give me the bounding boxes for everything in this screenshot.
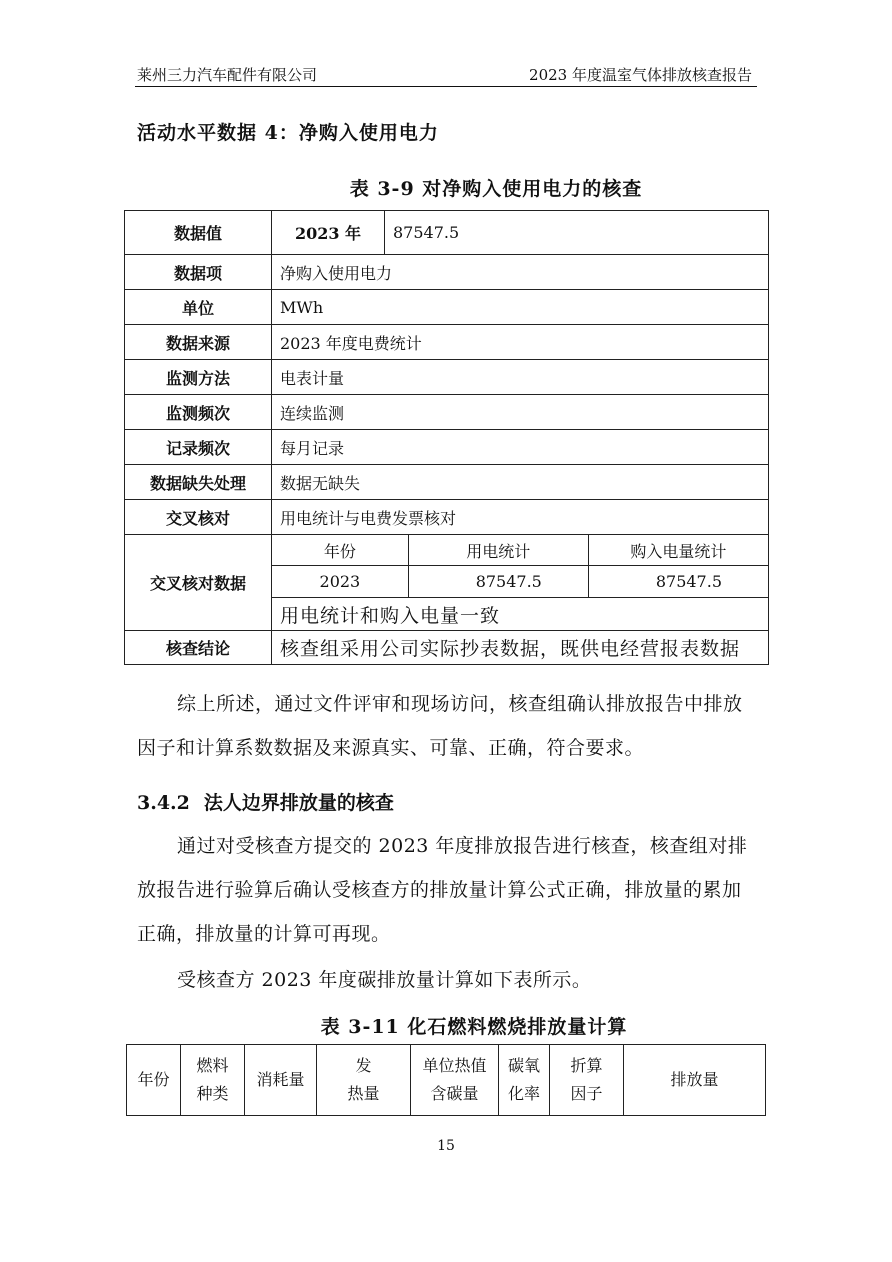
- paragraph-verification: 通过对受核查方提交的 2023 年度排放报告进行核查，核查组对排放报告进行验算后确认受核查方的排放量计算公式正确，排放量的累加正确，排放量的计算可再现。: [137, 835, 748, 945]
- header-cell: 发 热量: [317, 1045, 411, 1116]
- header-rule: [135, 86, 757, 87]
- row-value: 2023 年度电费统计: [272, 325, 769, 360]
- table-3-9-caption: 表 3-9 对净购入使用电力的核查: [349, 178, 643, 200]
- row-label: 单位: [125, 290, 272, 325]
- cross-check-label: 交叉核对数据: [125, 535, 272, 631]
- table-3-11-caption: 表 3-11 化石燃料燃烧排放量计算: [320, 1016, 628, 1038]
- header-cell: 单位热值 含碳量: [411, 1045, 499, 1116]
- subsection-number: 3.4.2: [137, 792, 190, 814]
- conclusion-label: 核查结论: [125, 631, 272, 665]
- cross-check-header-purchase: 购入电量统计: [588, 535, 768, 566]
- row-value: 净购入使用电力: [272, 255, 769, 290]
- cross-check-usage: 87547.5: [408, 566, 588, 598]
- table-header-row: [127, 1045, 766, 1116]
- table-row: [125, 211, 769, 255]
- row-label: 记录频次: [125, 430, 272, 465]
- table-row: [125, 290, 769, 325]
- header-cell: 消耗量: [245, 1045, 317, 1116]
- table-row: [125, 255, 769, 290]
- row-value: 数据无缺失: [272, 465, 769, 500]
- cross-check-purchase: 87547.5: [588, 566, 768, 598]
- cross-check-header-year: 年份: [272, 535, 409, 566]
- table-row: [125, 535, 769, 566]
- paragraph-table-intro: 受核查方 2023 年度碳排放量计算如下表所示。: [177, 969, 592, 991]
- paragraph-summary: 综上所述，通过文件评审和现场访问，核查组确认排放报告中排放因子和计算系数数据及来源真实、可靠、正确，符合要求。: [137, 693, 743, 759]
- cross-check-header-usage: 用电统计: [408, 535, 588, 566]
- header-cell: 碳氧 化率: [499, 1045, 550, 1116]
- table-3-9: [124, 210, 769, 665]
- header-cell: 折算 因子: [550, 1045, 624, 1116]
- header-company: 莱州三力汽车配件有限公司: [137, 66, 318, 84]
- table-row: [125, 465, 769, 500]
- row-label: 交叉核对: [125, 500, 272, 535]
- cross-check-year: 2023: [272, 566, 409, 598]
- row-label: 数据项: [125, 255, 272, 290]
- section-heading: 活动水平数据 4：净购入使用电力: [137, 122, 439, 144]
- row-value: 每月记录: [272, 430, 769, 465]
- row-value: 用电统计与电费发票核对: [272, 500, 769, 535]
- table-row: [125, 500, 769, 535]
- value-cell: 87547.5: [385, 211, 769, 255]
- subsection-heading: [137, 788, 394, 815]
- header-cell: 燃料 种类: [181, 1045, 245, 1116]
- row-label: 监测方法: [125, 360, 272, 395]
- row-value: 电表计量: [272, 360, 769, 395]
- row-value: MWh: [272, 290, 769, 325]
- table-row: [125, 360, 769, 395]
- header-cell: 排放量: [624, 1045, 766, 1116]
- row-label: 数据缺失处理: [125, 465, 272, 500]
- table-row: [125, 395, 769, 430]
- cross-check-note: 用电统计和购入电量一致: [272, 598, 769, 631]
- table-3-11: [126, 1044, 766, 1116]
- row-label: 数据来源: [125, 325, 272, 360]
- value-label: 数据值: [125, 211, 272, 255]
- page-number: 15: [437, 1138, 455, 1154]
- header-report-title: 2023 年度温室气体排放核查报告: [529, 66, 752, 84]
- header-cell: 年份: [127, 1045, 181, 1116]
- conclusion-value: 核查组采用公司实际抄表数据，既供电经营报表数据: [272, 631, 769, 665]
- table-row: [125, 631, 769, 665]
- row-label: 监测频次: [125, 395, 272, 430]
- row-value: 连续监测: [272, 395, 769, 430]
- value-year: 2023 年: [272, 211, 385, 255]
- subsection-title: 法人边界排放量的核查: [203, 792, 394, 814]
- table-row: [125, 430, 769, 465]
- table-row: [125, 325, 769, 360]
